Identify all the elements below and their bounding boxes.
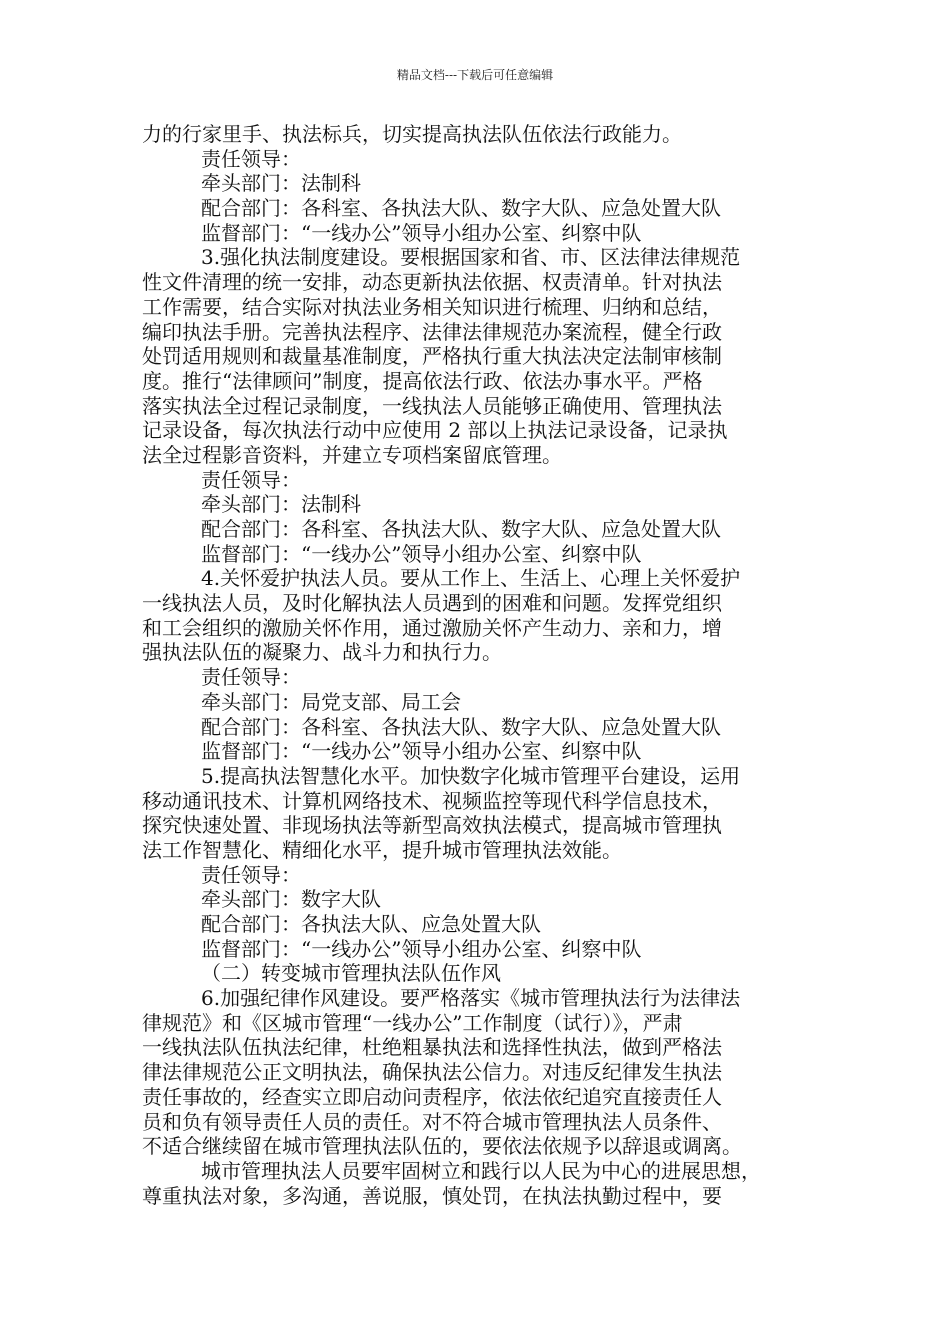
text-line: 不适合继续留在城市管理执法队伍的，要依法依规予以辞退或调离。 (142, 1134, 742, 1159)
text-line: 牵头部门：数字大队 (201, 887, 381, 912)
text-line: 城市管理执法人员要牢固树立和践行以人民为中心的进展思想， (201, 1158, 761, 1183)
text-line: 员和负有领导责任人员的责任。对不符合城市管理执法人员条件、 (142, 1109, 722, 1134)
text-line: 监督部门：“一线办公”领导小组办公室、纠察中队 (201, 220, 642, 245)
text-line: 牵头部门：法制科 (201, 492, 361, 517)
text-line: 5.提高执法智慧化水平。加快数字化城市管理平台建设，运用 (201, 763, 741, 788)
text-line: 责任领导： (201, 467, 301, 492)
text-line: 度。推行“法律顾问”制度，提高依法行政、依法办事水平。严格 (142, 368, 703, 393)
text-line: 一线执法队伍执法纪律，杜绝粗暴执法和选择性执法，做到严格法 (142, 1035, 722, 1060)
text-line: 责任事故的，经查实立即启动问责程序，依法依纪追究直接责任人 (142, 1084, 722, 1109)
text-line: 和工会组织的激励关怀作用，通过激励关怀产生动力、亲和力，增 (142, 615, 722, 640)
document-body (142, 122, 842, 1208)
text-line: 配合部门：各科室、各执法大队、数字大队、应急处置大队 (201, 196, 721, 221)
text-line: 法全过程影音资料，并建立专项档案留底管理。 (142, 442, 562, 467)
text-line: 监督部门：“一线办公”领导小组办公室、纠察中队 (201, 739, 642, 764)
text-line: 责任领导： (201, 862, 301, 887)
text-line: 工作需要，结合实际对执法业务相关知识进行梳理、归纳和总结， (142, 294, 722, 319)
text-line: 牵头部门：局党支部、局工会 (201, 689, 461, 714)
text-line: （二）转变城市管理执法队伍作风 (201, 961, 501, 986)
text-line: 配合部门：各科室、各执法大队、数字大队、应急处置大队 (201, 517, 721, 541)
text-line: 力的行家里手、执法标兵，切实提高执法队伍依法行政能力。 (142, 122, 682, 146)
text-line: 探究快速处置、非现场执法等新型高效执法模式，提高城市管理执 (142, 813, 722, 838)
text-line: 6.加强纪律作风建设。要严格落实《城市管理执法行为法律法 (201, 986, 741, 1011)
text-line: 编印执法手册。完善执法程序、法律法律规范办案流程，健全行政 (142, 319, 722, 344)
text-line: 性文件清理的统一安排，动态更新执法依据、权责清单。针对执法 (142, 270, 722, 295)
text-line: 尊重执法对象，多沟通，善说服，慎处罚，在执法执勤过程中，要 (142, 1183, 722, 1208)
text-line: 一线执法人员，及时化解执法人员遇到的困难和问题。发挥党组织 (142, 591, 722, 616)
text-line: 3.强化执法制度建设。要根据国家和省、市、区法律法律规范 (201, 245, 741, 270)
text-line: 责任领导： (201, 146, 301, 171)
text-line: 配合部门：各科室、各执法大队、数字大队、应急处置大队 (201, 714, 721, 739)
text-line: 强执法队伍的凝聚力、战斗力和执行力。 (142, 640, 502, 665)
text-line: 牵头部门：法制科 (201, 171, 361, 196)
text-line: 律规范》和《区城市管理“一线办公”工作制度（试行）》，严肃 (142, 1010, 683, 1035)
text-line: 律法律规范公正文明执法，确保执法公信力。对违反纪律发生执法 (142, 1060, 722, 1085)
text-line: 责任领导： (201, 665, 301, 690)
text-line: 落实执法全过程记录制度，一线执法人员能够正确使用、管理执法 (142, 393, 722, 418)
text-line: 记录设备，每次执法行动中应使用 2 部以上执法记录设备，记录执 (142, 418, 728, 443)
text-line: 4.关怀爱护执法人员。要从工作上、生活上、心理上关怀爱护 (201, 566, 741, 591)
text-line: 监督部门：“一线办公”领导小组办公室、纠察中队 (201, 936, 642, 961)
text-line: 移动通讯技术、计算机网络技术、视频监控等现代科学信息技术， (142, 788, 722, 813)
text-line: 配合部门：各执法大队、应急处置大队 (201, 912, 541, 936)
text-line: 处罚适用规则和裁量基准制度，严格执行重大执法决定法制审核制 (142, 344, 722, 369)
text-line: 监督部门：“一线办公”领导小组办公室、纠察中队 (201, 541, 642, 566)
page-header: 精品文档---下载后可任意编辑 (396, 68, 554, 82)
text-line: 法工作智慧化、精细化水平，提升城市管理执法效能。 (142, 837, 622, 862)
